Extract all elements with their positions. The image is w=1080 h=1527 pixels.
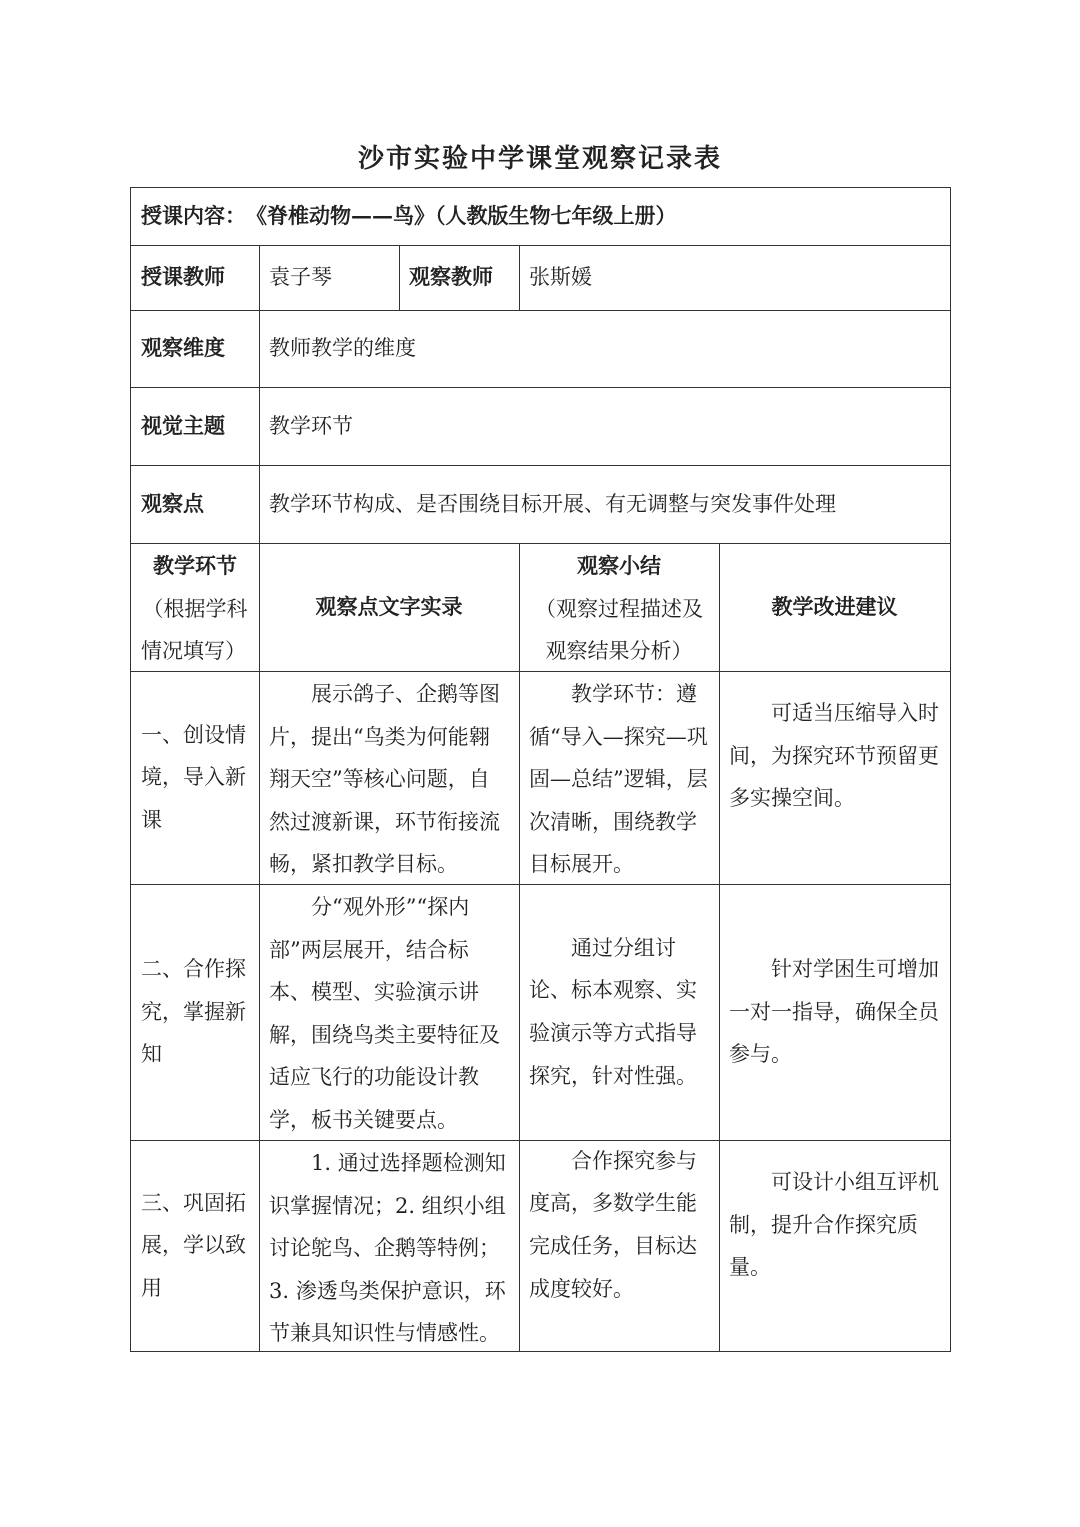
course-label: 授课内容： (141, 203, 246, 229)
summary-cell: 通过分组讨论、标本观察、实验演示等方式指导探究，针对性强。 (529, 935, 697, 1088)
course-content-row (131, 188, 950, 245)
record-cell: 展示鸽子、企鹅等图片，提出“鸟类为何能翱翔天空”等核心问题，自然过渡新课，环节衔接流畅，紧扣教学目标。 (269, 682, 500, 877)
stage-cell: 一、创设情境，导入新课 (141, 722, 246, 832)
observation-table (130, 187, 951, 1352)
summary-column-note: 观察结果分析） (545, 639, 693, 664)
dimension-value: 教师教学的维度 (269, 336, 416, 361)
advice-cell: 可适当压缩导入时间，为探究环节预留更多实操空间。 (729, 701, 939, 811)
advice-column-header: 教学改进建议 (771, 593, 898, 619)
summary-cell: 教学环节：遵循“导入—探究—巩固—总结”逻辑，层次清晰，围绕教学目标展开。 (529, 682, 708, 877)
theme-label: 视觉主题 (141, 412, 225, 438)
stage-column-header (131, 545, 259, 671)
record-column-header: 观察点文字实录 (315, 593, 463, 619)
summary-column-header (519, 545, 719, 671)
summary-column-note: （观察过程描述及 (535, 596, 703, 621)
teacher-label: 授课教师 (141, 264, 225, 290)
advice-cell: 可设计小组互评机制，提升合作探究质量。 (729, 1170, 939, 1280)
dimension-label: 观察维度 (141, 335, 225, 361)
observer-value: 张斯媛 (529, 265, 592, 290)
stage-cell: 三、巩固拓展，学以致用 (141, 1190, 246, 1300)
stage-cell: 二、合作探究，掌握新知 (141, 957, 246, 1067)
observer-label: 观察教师 (409, 264, 493, 290)
stage-column-title: 教学环节 (153, 553, 237, 578)
point-value: 教学环节构成、是否围绕目标开展、有无调整与突发事件处理 (269, 491, 836, 516)
record-cell: 分“观外形”“探内部”两层展开，结合标本、模型、实验演示讲解，围绕鸟类主要特征及适应飞行的功能设计教学，板书关键要点。 (269, 895, 500, 1132)
page-title: 沙市实验中学课堂观察记录表 (357, 144, 722, 174)
summary-column-title: 观察小结 (577, 553, 661, 578)
point-label: 观察点 (141, 490, 204, 516)
summary-cell: 合作探究参与度高，多数学生能完成任务，目标达成度较好。 (529, 1148, 697, 1301)
record-cell: 1. 通过选择题检测知识掌握情况；2. 组织小组讨论鸵鸟、企鹅等特例；3. 渗透鸟类保护意识，环节兼具知识性与情感性。 (269, 1151, 506, 1346)
teacher-value: 袁子琴 (269, 265, 332, 290)
stage-column-note: 情况填写） (141, 639, 246, 664)
theme-value: 教学环节 (269, 413, 353, 438)
course-value: 《脊椎动物——鸟》（人教版生物七年级上册） (246, 203, 677, 229)
advice-cell: 针对学困生可增加一对一指导，确保全员参与。 (729, 957, 939, 1067)
stage-column-note: （根据学科 (142, 596, 248, 621)
